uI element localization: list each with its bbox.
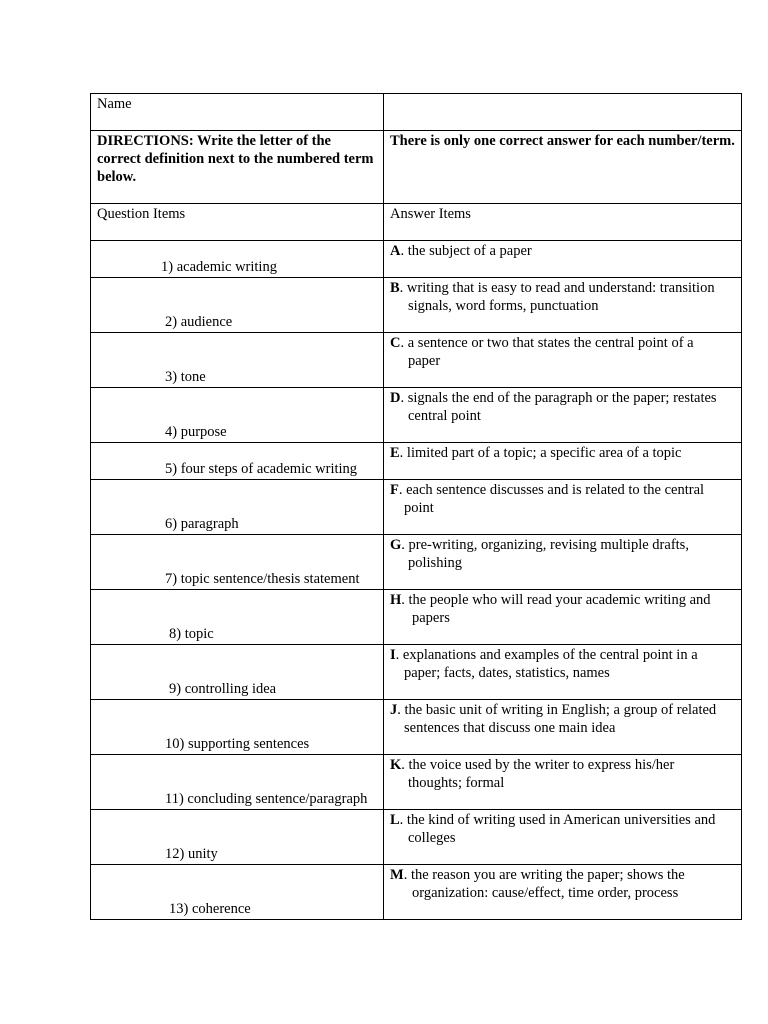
answer-items-header: Answer Items xyxy=(390,206,471,222)
question-cell[interactable] xyxy=(91,590,384,645)
answer-definition: . each sentence discusses and is related to the central xyxy=(398,482,705,498)
answer-cell xyxy=(384,810,742,865)
directions-cell xyxy=(91,131,384,204)
answer-cell xyxy=(384,388,742,443)
table-row xyxy=(91,278,742,333)
question-items-header: Question Items xyxy=(97,206,186,222)
answer-letter: C xyxy=(390,335,401,351)
question-item: 9) controlling idea xyxy=(169,681,277,697)
answer-letter: D xyxy=(390,390,401,406)
question-cell[interactable] xyxy=(91,645,384,700)
answer-item xyxy=(390,536,735,554)
name-label: Name xyxy=(97,96,132,112)
answer-letter: L xyxy=(390,812,400,828)
answer-letter: B xyxy=(390,280,400,296)
table-row xyxy=(91,241,742,278)
answer-cell xyxy=(384,333,742,388)
answer-definition-continued: sentences that discuss one main idea xyxy=(404,720,616,736)
answer-cell xyxy=(384,535,742,590)
answer-definition: . the subject of a paper xyxy=(400,243,532,259)
answer-definition-continued: colleges xyxy=(408,830,456,846)
answer-letter: G xyxy=(390,537,402,553)
table-row xyxy=(91,480,742,535)
answer-letter: K xyxy=(390,757,402,773)
question-item: 10) supporting sentences xyxy=(165,736,310,752)
answer-letter: I xyxy=(390,647,396,663)
answer-item xyxy=(390,866,735,884)
table-row xyxy=(91,333,742,388)
answer-definition-continued: central point xyxy=(408,408,481,424)
answer-item xyxy=(390,701,735,719)
question-item: 1) academic writing xyxy=(161,259,277,275)
answer-letter: A xyxy=(390,243,401,259)
answer-definition-continued: paper; facts, dates, statistics, names xyxy=(404,665,610,681)
answer-definition: . the reason you are writing the paper; shows the xyxy=(403,867,685,883)
directions-row xyxy=(91,131,742,204)
table-row xyxy=(91,535,742,590)
answer-definition-continued: signals, word forms, punctuation xyxy=(408,298,599,314)
answer-definition-continued: thoughts; formal xyxy=(408,775,505,791)
question-cell[interactable] xyxy=(91,388,384,443)
answer-definition: . pre-writing, organizing, revising multiple drafts, xyxy=(401,537,689,553)
question-cell[interactable] xyxy=(91,480,384,535)
answer-definition-continued: paper xyxy=(408,353,441,369)
answer-cell xyxy=(384,241,742,278)
answer-item xyxy=(390,334,735,352)
table-row xyxy=(91,645,742,700)
name-row xyxy=(91,94,742,131)
answer-cell xyxy=(384,755,742,810)
question-item: 4) purpose xyxy=(165,424,227,440)
question-item: 5) four steps of academic writing xyxy=(165,461,358,477)
question-item: 13) coherence xyxy=(169,901,251,917)
note-text: There is only one correct answer for each number/term. xyxy=(390,133,735,149)
note-cell xyxy=(384,131,742,204)
table-row xyxy=(91,865,742,920)
answer-definition: . the kind of writing used in American universities and xyxy=(399,812,716,828)
answer-definition: . the voice used by the writer to express his/her xyxy=(401,757,675,773)
question-items-header-cell xyxy=(91,204,384,241)
question-item: 7) topic sentence/thesis statement xyxy=(165,571,360,587)
question-cell[interactable] xyxy=(91,241,384,278)
answer-letter: M xyxy=(390,867,404,883)
question-item: 3) tone xyxy=(165,369,206,385)
question-item: 8) topic xyxy=(169,626,214,642)
answer-cell xyxy=(384,443,742,480)
name-value-cell[interactable] xyxy=(384,94,742,131)
table-row xyxy=(91,700,742,755)
answer-definition-continued: polishing xyxy=(408,555,462,571)
answer-items-header-cell xyxy=(384,204,742,241)
answer-definition-continued: point xyxy=(404,500,434,516)
answer-item xyxy=(390,481,735,499)
question-item: 2) audience xyxy=(165,314,233,330)
question-item: 12) unity xyxy=(165,846,218,862)
question-cell[interactable] xyxy=(91,755,384,810)
answer-item xyxy=(390,591,735,609)
question-cell[interactable] xyxy=(91,443,384,480)
answer-letter: J xyxy=(390,702,398,718)
question-cell[interactable] xyxy=(91,865,384,920)
answer-cell xyxy=(384,278,742,333)
answer-definition-continued: papers xyxy=(412,610,450,626)
answer-definition: . writing that is easy to read and understand: transition xyxy=(399,280,715,296)
answer-cell xyxy=(384,865,742,920)
table-row xyxy=(91,755,742,810)
directions-text: DIRECTIONS: Write the letter of the correct definition next to the numbered term below. xyxy=(97,133,374,185)
answer-cell xyxy=(384,590,742,645)
question-cell[interactable] xyxy=(91,810,384,865)
table-row xyxy=(91,388,742,443)
answer-item xyxy=(390,242,735,260)
answer-item xyxy=(390,756,735,774)
answer-cell xyxy=(384,700,742,755)
question-cell[interactable] xyxy=(91,700,384,755)
table-row xyxy=(91,590,742,645)
answer-definition: . a sentence or two that states the central point of a xyxy=(400,335,694,351)
table-row xyxy=(91,810,742,865)
column-header-row xyxy=(91,204,742,241)
answer-cell xyxy=(384,480,742,535)
answer-letter: F xyxy=(390,482,399,498)
answer-definition: . the basic unit of writing in English; a group of related xyxy=(397,702,717,718)
answer-item xyxy=(390,444,735,462)
answer-definition: . explanations and examples of the central point in a xyxy=(395,647,698,663)
answer-definition: . signals the end of the paragraph or the paper; restates xyxy=(400,390,717,406)
question-item: 11) concluding sentence/paragraph xyxy=(165,791,368,807)
answer-item xyxy=(390,646,735,664)
answer-item xyxy=(390,389,735,407)
answer-definition: . the people who will read your academic writing and xyxy=(401,592,711,608)
answer-definition-continued: organization: cause/effect, time order, process xyxy=(412,885,679,901)
name-label-cell xyxy=(91,94,384,131)
answer-item xyxy=(390,811,735,829)
answer-definition: . limited part of a topic; a specific area of a topic xyxy=(399,445,682,461)
question-cell[interactable] xyxy=(91,278,384,333)
answer-letter: H xyxy=(390,592,402,608)
question-cell[interactable] xyxy=(91,535,384,590)
matching-worksheet-table xyxy=(90,93,742,920)
answer-item xyxy=(390,279,735,297)
question-item: 6) paragraph xyxy=(165,516,239,532)
answer-cell xyxy=(384,645,742,700)
table-row xyxy=(91,443,742,480)
answer-letter: E xyxy=(390,445,400,461)
question-cell[interactable] xyxy=(91,333,384,388)
